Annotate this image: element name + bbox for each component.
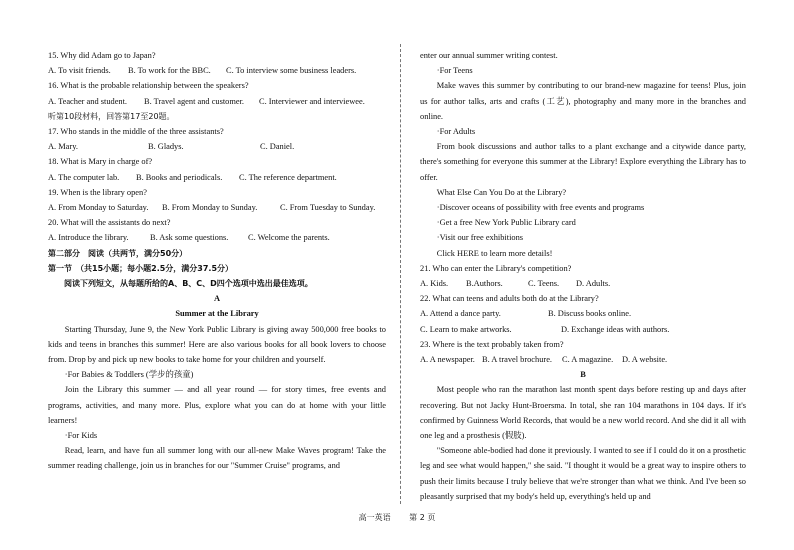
paragraph: From book discussions and author talks to a plant exchange and a citywide dance party, there's something for everyone this summer at the Library! Explore everything the Library has to offer. bbox=[420, 142, 746, 182]
subheading-adults: ·For Adults bbox=[436, 127, 476, 137]
option-a: A. Introduce the library. bbox=[48, 233, 129, 243]
subheading-teens: ·For Teens bbox=[436, 66, 473, 76]
paragraph: Join the Library this summer — and all year round — for story times, free events and programs, activities, and many more. Plus, explore what you can do at home with your little learners! bbox=[48, 385, 386, 425]
question-20-options bbox=[48, 230, 386, 245]
list-item: ·Get a free New York Public Library card bbox=[436, 218, 576, 228]
passage-a-title: Summer at the Library bbox=[175, 309, 259, 319]
question-15-options bbox=[48, 63, 386, 78]
listening-instruction: 听第10段材料，回答第17至20题。 bbox=[48, 111, 175, 121]
footer-page-number: 第 2 页 bbox=[409, 513, 436, 522]
paragraph: Starting Thursday, June 9, the New York Public Library is giving away 500,000 free books to kids and teens in branches this summer! Here are also various books for all book lovers to choose from. Drop by and pick up new books to take home for your children and yourself. bbox=[48, 324, 386, 365]
paragraph-continuation: enter our annual summer writing contest. bbox=[420, 51, 558, 60]
option-b: B. Books and periodicals. bbox=[136, 172, 223, 182]
page-footer bbox=[0, 512, 794, 523]
option-c: C. Learn to make artworks. bbox=[420, 324, 512, 334]
column-divider bbox=[400, 44, 401, 504]
question-16: 16. What is the probable relationship between the speakers? bbox=[48, 81, 249, 91]
option-c: C. A magazine. bbox=[562, 355, 614, 365]
right-column bbox=[420, 48, 746, 504]
option-a: A. The computer lab. bbox=[48, 172, 120, 182]
option-b: B. A travel brochure. bbox=[482, 355, 553, 365]
question-23: 23. Where is the text probably taken from? bbox=[420, 339, 564, 349]
option-a: A. To visit friends. bbox=[48, 66, 111, 76]
part-two-heading: 第二部分 阅读（共两节，满分50分） bbox=[48, 248, 188, 258]
reading-instruction: 阅读下列短文，从每题所给的A、B、C、D四个选项中选出最佳选项。 bbox=[64, 279, 313, 289]
question-18: 18. What is Mary in charge of? bbox=[48, 157, 153, 167]
paragraph: Make waves this summer by contributing to our brand-new magazine for teens! Plus, join us for author talks, arts and crafts (工艺), photography and many more in the branches and online. bbox=[420, 81, 746, 121]
paragraph: "Someone able-bodied had done it previously. I wanted to see if I could do it on a prosthetic leg and see what would happen," she said. "I thought it would be a great way to inspire others to push their limits because I truly believe that we're stronger than what we think. And I've been so pleasantly surprised that my body's held up, everything's held up and bbox=[420, 446, 746, 501]
subheading-babies: ·For Babies & Toddlers (学步的孩童) bbox=[64, 370, 194, 380]
option-c: C. Interviewer and interviewee. bbox=[259, 96, 365, 106]
question-17: 17. Who stands in the middle of the three assistants? bbox=[48, 127, 224, 137]
passage-b-label: B bbox=[580, 370, 586, 380]
question-16-options bbox=[48, 94, 386, 109]
option-a: A. A newspaper. bbox=[420, 355, 475, 365]
question-19-options bbox=[48, 200, 386, 215]
question-17-options bbox=[48, 139, 386, 154]
option-b: B.Authors. bbox=[466, 279, 503, 289]
question-22: 22. What can teens and adults both do at the Library? bbox=[420, 294, 599, 304]
option-c: C. From Tuesday to Sunday. bbox=[280, 203, 376, 213]
option-b: B. Discuss books online. bbox=[548, 309, 632, 319]
list-item: ·Discover oceans of possibility with free events and programs bbox=[436, 203, 645, 213]
section-one-heading: 第一节 （共15小题；每小题2.5分，满分37.5分） bbox=[48, 263, 234, 273]
option-c: C. The reference department. bbox=[239, 172, 337, 182]
option-b: B. Gladys. bbox=[148, 142, 184, 152]
option-a: A. Attend a dance party. bbox=[420, 309, 501, 319]
question-19: 19. When is the library open? bbox=[48, 187, 147, 197]
option-d: D. A website. bbox=[622, 355, 668, 365]
option-d: D. Adults. bbox=[576, 279, 611, 289]
option-c: C. To interview some business leaders. bbox=[226, 66, 357, 76]
question-22-options-row2 bbox=[420, 322, 746, 337]
option-b: B. Ask some questions. bbox=[150, 233, 229, 243]
subheading-kids: ·For Kids bbox=[64, 431, 98, 441]
click-here-line: Click HERE to learn more details! bbox=[436, 248, 553, 258]
question-21: 21. Who can enter the Library's competition? bbox=[420, 263, 572, 273]
list-item: ·Visit our free exhibitions bbox=[436, 233, 524, 243]
question-20: 20. What will the assistants do next? bbox=[48, 218, 171, 228]
option-d: D. Exchange ideas with authors. bbox=[561, 324, 670, 334]
option-b: B. From Monday to Sunday. bbox=[162, 203, 258, 213]
paragraph: Most people who ran the marathon last month spent days before resting up and days after recovering. But not Jacky Hunt-Broersma. In total, she ran 104 marathons in 104 days. If it's confirmed by Guinness World Records, that would be a new world record. And she did it all with one leg and a prosthesis (假肢). bbox=[420, 385, 746, 441]
question-21-options bbox=[420, 276, 746, 291]
left-column bbox=[48, 48, 386, 474]
option-a: A. Mary. bbox=[48, 142, 78, 152]
option-a: A. From Monday to Saturday. bbox=[48, 203, 149, 213]
option-c: C. Teens. bbox=[528, 279, 560, 289]
paragraph: Read, learn, and have fun all summer long with our all-new Make Waves program! Take the summer reading challenge, join us in branches for our "Summer Cruise" programs, and bbox=[48, 446, 386, 471]
footer-subject: 高一英语 bbox=[358, 513, 391, 522]
question-18-options bbox=[48, 170, 386, 185]
what-else-heading: What Else Can You Do at the Library? bbox=[436, 187, 567, 197]
option-c: C. Welcome the parents. bbox=[248, 233, 330, 243]
option-a: A. Kids. bbox=[420, 279, 449, 289]
question-23-options bbox=[420, 352, 746, 367]
option-c: C. Daniel. bbox=[260, 142, 295, 152]
question-15: 15. Why did Adam go to Japan? bbox=[48, 51, 156, 60]
option-b: B. Travel agent and customer. bbox=[144, 96, 245, 106]
option-b: B. To work for the BBC. bbox=[128, 66, 211, 76]
passage-a-label: A bbox=[213, 294, 221, 304]
question-22-options-row1 bbox=[420, 306, 746, 321]
option-a: A. Teacher and student. bbox=[48, 96, 128, 106]
